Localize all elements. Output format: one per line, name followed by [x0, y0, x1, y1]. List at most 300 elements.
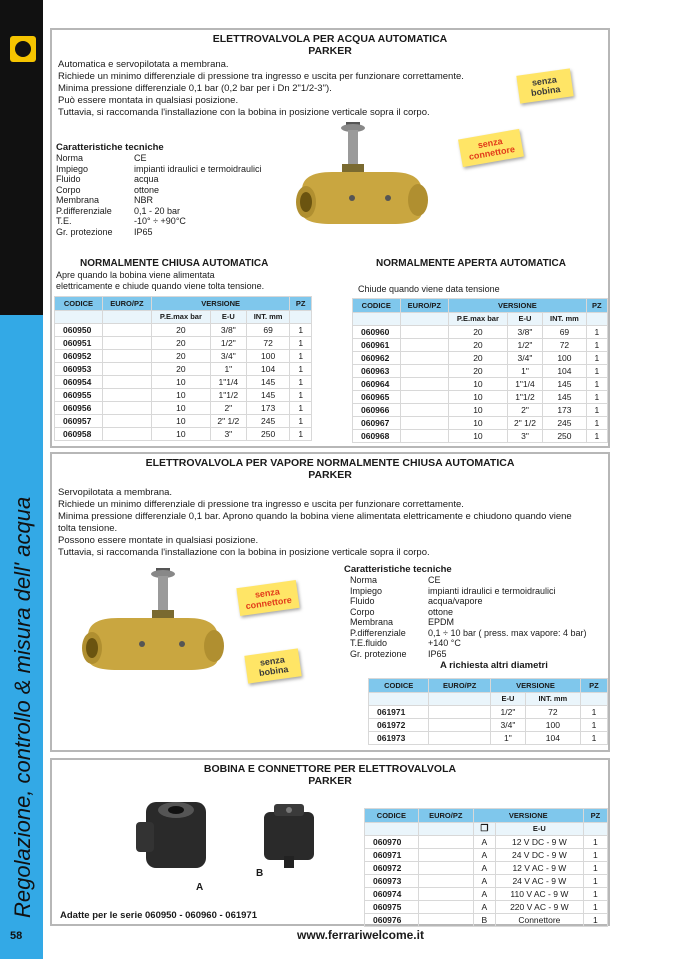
col-versione: VERSIONE	[151, 297, 290, 311]
cell-codice: 060964	[353, 377, 401, 390]
title-line-1: ELETTROVALVOLA PER ACQUA AUTOMATICA	[212, 33, 448, 45]
table-row	[369, 731, 608, 744]
cell-euro	[102, 349, 151, 362]
table-row	[353, 416, 608, 429]
spec-value: EPDM	[428, 617, 455, 627]
cell-int: 104	[246, 362, 290, 375]
spec-key: Corpo	[56, 184, 81, 195]
col-int: INT. mm	[246, 311, 290, 324]
cell-pz: 1	[583, 913, 607, 926]
na-table	[352, 298, 608, 443]
cell-pemax: 20	[449, 364, 508, 377]
cell-euro	[400, 325, 449, 338]
cell-euro	[418, 874, 473, 887]
note-text: senza connettore	[468, 135, 516, 162]
section-title	[52, 763, 608, 787]
col-eu: E-U	[507, 313, 543, 326]
table-row	[55, 414, 312, 427]
cell-pemax: 20	[449, 351, 508, 364]
cell-codice: 060960	[353, 325, 401, 338]
col-pz: PZ	[580, 679, 607, 693]
compatibility-note: Adatte per le serie 060950 - 060960 - 061971	[60, 910, 257, 921]
cell-pemax: 10	[151, 414, 210, 427]
cell-int: 104	[525, 731, 580, 744]
coil-image	[132, 792, 218, 876]
cell-eu: 220 V AC - 9 W	[495, 900, 583, 913]
note-text: senza bobina	[258, 654, 289, 678]
cell-codice: 060952	[55, 349, 103, 362]
desc-line: Minima pressione differenziale 0,1 bar (0,2 bar per i Dn 2"1/2-3").	[58, 83, 332, 94]
cell-codice: 060971	[365, 848, 419, 861]
title-line-2: PARKER	[308, 45, 352, 57]
na-desc-line: Chiude quando viene data tensione	[358, 284, 500, 294]
cell-eu: 24 V AC - 9 W	[495, 874, 583, 887]
col-empty	[290, 311, 312, 324]
cell-codice: 060951	[55, 336, 103, 349]
cell-euro	[418, 900, 473, 913]
cell-euro	[102, 388, 151, 401]
spec-key: Fluido	[56, 174, 81, 184]
cell-pemax: 20	[151, 336, 210, 349]
spec-value: acqua/vapore	[428, 596, 483, 606]
steam-table-body	[369, 705, 608, 744]
desc-line: Richiede un minimo differenziale di pressione tra ingresso e uscita per funzionare correttamente.	[58, 499, 464, 510]
cell-int: 100	[543, 351, 586, 364]
cell-int: 173	[543, 403, 586, 416]
cell-codice: 060970	[365, 835, 419, 848]
spec-row	[350, 628, 606, 639]
connector-image	[256, 800, 326, 870]
cell-codice: 060967	[353, 416, 401, 429]
table-row	[365, 900, 608, 913]
spec-value: NBR	[134, 195, 154, 205]
cell-type: A	[473, 887, 495, 900]
col-codice: CODICE	[369, 679, 429, 693]
cell-int: 72	[525, 705, 580, 718]
cell-euro	[400, 364, 449, 377]
cell-pemax: 10	[151, 375, 210, 388]
cell-int: 145	[543, 377, 586, 390]
specs-title: Caratteristiche tecniche	[344, 564, 452, 575]
spec-key: Norma	[350, 575, 378, 585]
cell-euro	[400, 390, 449, 403]
spec-row	[56, 164, 296, 175]
section-title	[52, 33, 608, 57]
desc-line: Minima pressione differenziale 0,1 bar. Aprono quando la bobina viene alimentata elettricamente e chiudono quando viene	[58, 511, 572, 522]
spec-value: CE	[134, 153, 147, 163]
desc-line: Automatica e servopilotata a membrana.	[58, 59, 229, 70]
spec-row	[56, 216, 296, 227]
nc-desc-line: Apre quando la bobina viene alimentata	[56, 270, 215, 280]
spec-value: 0,1 ÷ 10 bar ( press. max vapore: 4 bar)	[428, 627, 587, 638]
cell-pemax: 10	[449, 403, 508, 416]
table-row	[55, 388, 312, 401]
desc-line: Tuttavia, si raccomanda l'installazione con la bobina in posizione verticale sopra il corpo.	[58, 547, 430, 558]
cell-int: 72	[543, 338, 586, 351]
coil-table-body	[365, 835, 608, 926]
water-valve-section	[50, 28, 610, 448]
cell-codice: 060955	[55, 388, 103, 401]
col-empty	[353, 313, 401, 326]
spec-value: IP65	[134, 226, 153, 237]
cell-euro	[429, 731, 491, 744]
cell-eu: 3/4"	[210, 349, 246, 362]
cell-pz: 1	[586, 416, 607, 429]
cell-pz: 1	[290, 414, 312, 427]
specs-list	[344, 575, 606, 659]
cell-pz: 1	[583, 861, 607, 874]
cell-eu: 1/2"	[507, 338, 543, 351]
nc-desc-line: elettricamente e chiude quando viene tolta tensione.	[56, 281, 265, 291]
spec-key: Fluido	[350, 596, 375, 606]
table-row	[365, 848, 608, 861]
title-line-2: PARKER	[308, 469, 352, 481]
cell-euro	[429, 718, 491, 731]
cell-int: 100	[525, 718, 580, 731]
cell-pz: 1	[290, 401, 312, 414]
spec-key: Membrana	[350, 617, 394, 627]
cell-type: A	[473, 848, 495, 861]
cell-pz: 1	[586, 364, 607, 377]
cell-codice: 060965	[353, 390, 401, 403]
valve-image	[292, 120, 442, 230]
col-euro: EURO/PZ	[102, 297, 151, 311]
spec-value: impianti idraulici e termoidraulici	[428, 585, 556, 596]
col-pz: PZ	[583, 809, 607, 823]
desc-line: Richiede un minimo differenziale di pressione tra ingresso e uscita per funzionare correttamente.	[58, 71, 464, 82]
cell-int: 145	[246, 388, 290, 401]
cell-pz: 1	[586, 390, 607, 403]
cell-pemax: 20	[151, 323, 210, 336]
cell-codice: 060958	[55, 427, 103, 440]
cell-codice: 060966	[353, 403, 401, 416]
table-row	[55, 427, 312, 440]
spec-value: ottone	[134, 184, 160, 195]
footer-url[interactable]: www.ferrariwelcome.it	[297, 928, 424, 942]
cell-pz: 1	[580, 731, 607, 744]
cell-eu: 2" 1/2	[507, 416, 543, 429]
cell-pz: 1	[580, 718, 607, 731]
cell-euro	[102, 362, 151, 375]
cell-int: 145	[543, 390, 586, 403]
cell-eu: 24 V DC - 9 W	[495, 848, 583, 861]
cell-int: 69	[543, 325, 586, 338]
desc-line: Può essere montata in qualsiasi posizione.	[58, 95, 239, 106]
cell-type: A	[473, 874, 495, 887]
spec-key: P.differenziale	[56, 205, 112, 216]
cell-euro	[102, 414, 151, 427]
cell-euro	[102, 401, 151, 414]
cell-pz: 1	[290, 362, 312, 375]
spec-row	[350, 575, 606, 586]
spec-key: Gr. protezione	[56, 226, 113, 237]
spec-key: Membrana	[56, 195, 100, 205]
specs-title: Caratteristiche tecniche	[56, 142, 164, 153]
cell-codice: 061972	[369, 718, 429, 731]
col-empty	[586, 313, 607, 326]
spec-row	[350, 649, 606, 660]
spec-key: T.E.fluido	[350, 638, 388, 648]
cell-eu: 12 V AC - 9 W	[495, 861, 583, 874]
col-empty	[55, 311, 103, 324]
spec-value: impianti idraulici e termoidraulici	[134, 163, 262, 174]
cell-codice: 060961	[353, 338, 401, 351]
spec-key: Norma	[56, 153, 84, 163]
cell-eu: 12 V DC - 9 W	[495, 835, 583, 848]
nc-table	[54, 296, 312, 441]
table-row	[369, 705, 608, 718]
col-int: INT. mm	[525, 693, 580, 706]
spec-row	[350, 607, 606, 618]
copy-icon: ❐	[473, 823, 495, 836]
cell-codice: 061973	[369, 731, 429, 744]
col-empty	[418, 823, 473, 836]
cell-eu: 3/8"	[210, 323, 246, 336]
cell-pemax: 10	[449, 390, 508, 403]
label-a: A	[196, 882, 204, 893]
cell-pemax: 10	[449, 416, 508, 429]
cell-codice: 061971	[369, 705, 429, 718]
cell-codice: 060976	[365, 913, 419, 926]
cell-codice: 060957	[55, 414, 103, 427]
cell-pz: 1	[586, 338, 607, 351]
steam-valve-section	[50, 452, 610, 752]
category-label	[2, 0, 40, 168]
note-no-coil	[244, 648, 301, 683]
desc-line: Tuttavia, si raccomanda l'installazione con la bobina in posizione verticale sopra il corpo.	[58, 107, 430, 118]
spec-row	[56, 153, 296, 164]
col-empty	[102, 311, 151, 324]
cell-eu: 1/2"	[210, 336, 246, 349]
cell-type: B	[473, 913, 495, 926]
col-versione: VERSIONE	[473, 809, 583, 823]
na-desc	[358, 284, 608, 295]
cell-int: 100	[246, 349, 290, 362]
spec-key: Gr. protezione	[350, 648, 407, 659]
cell-pz: 1	[290, 336, 312, 349]
col-empty	[400, 313, 449, 326]
cell-pz: 1	[583, 835, 607, 848]
nc-table-body	[55, 323, 312, 440]
cell-euro	[102, 427, 151, 440]
col-pz: PZ	[290, 297, 312, 311]
specs-list	[56, 153, 296, 237]
col-empty	[369, 693, 429, 706]
table-row	[55, 323, 312, 336]
cell-pemax: 10	[151, 427, 210, 440]
cell-codice: 060954	[55, 375, 103, 388]
col-codice: CODICE	[353, 299, 401, 313]
col-empty	[583, 823, 607, 836]
cell-pz: 1	[583, 887, 607, 900]
cell-type: A	[473, 835, 495, 848]
desc-line: Servopilotata a membrana.	[58, 487, 173, 498]
spec-row	[56, 195, 296, 206]
cell-pemax: 20	[449, 338, 508, 351]
cell-pz: 1	[586, 351, 607, 364]
spec-value: ottone	[428, 606, 454, 617]
table-row	[365, 861, 608, 874]
col-empty	[365, 823, 419, 836]
spec-value: 0,1 - 20 bar	[134, 205, 181, 216]
cell-codice: 060962	[353, 351, 401, 364]
cell-codice: 060953	[55, 362, 103, 375]
cell-eu: 2"	[210, 401, 246, 414]
cell-euro	[400, 429, 449, 442]
extra-diameters-title: A richiesta altri diametri	[440, 660, 548, 671]
spec-row	[56, 185, 296, 196]
cell-pz: 1	[583, 848, 607, 861]
specs-block	[344, 564, 606, 659]
spec-key: Corpo	[350, 606, 375, 617]
col-empty	[429, 693, 491, 706]
side-caption: Regolazione, controllo & misura dell' acqua	[10, 496, 35, 918]
coil-table	[364, 808, 608, 927]
title-line-2: PARKER	[308, 775, 352, 787]
description	[52, 487, 608, 559]
cell-pz: 1	[583, 900, 607, 913]
spec-value: IP65	[428, 648, 447, 659]
table-row	[353, 403, 608, 416]
cell-int: 245	[246, 414, 290, 427]
cell-type: A	[473, 861, 495, 874]
cell-pz: 1	[290, 427, 312, 440]
cell-type: A	[473, 900, 495, 913]
na-title: NORMALMENTE APERTA AUTOMATICA	[376, 258, 566, 269]
cell-eu: 110 V AC - 9 W	[495, 887, 583, 900]
cell-codice: 060973	[365, 874, 419, 887]
cell-pz: 1	[586, 429, 607, 442]
cell-int: 69	[246, 323, 290, 336]
steam-valve-image	[78, 566, 228, 676]
table-row	[353, 351, 608, 364]
spec-row	[56, 174, 296, 185]
cell-euro	[400, 416, 449, 429]
cell-int: 245	[543, 416, 586, 429]
cell-pemax: 10	[151, 388, 210, 401]
cell-pz: 1	[586, 325, 607, 338]
col-eu: E-U	[210, 311, 246, 324]
spec-row	[56, 227, 296, 238]
cell-codice: 060956	[55, 401, 103, 414]
section-title	[52, 457, 608, 481]
col-eu: E-U	[491, 693, 526, 706]
cell-pemax: 20	[151, 362, 210, 375]
cell-pemax: 10	[449, 377, 508, 390]
note-text: senza connettore	[244, 586, 293, 612]
cell-euro	[102, 336, 151, 349]
cell-eu: 1"	[507, 364, 543, 377]
cell-pz: 1	[290, 349, 312, 362]
desc-line: Possono essere montate in qualsiasi posizione.	[58, 535, 259, 546]
table-row	[365, 887, 608, 900]
title-line-1: ELETTROVALVOLA PER VAPORE NORMALMENTE CHIUSA AUTOMATICA	[145, 457, 515, 469]
cell-int: 250	[543, 429, 586, 442]
spec-row	[350, 596, 606, 607]
table-row	[55, 375, 312, 388]
specs-block	[56, 142, 296, 237]
table-row	[353, 390, 608, 403]
cell-codice: 060972	[365, 861, 419, 874]
spec-key: Impiego	[350, 585, 383, 596]
cell-euro	[102, 375, 151, 388]
table-row	[353, 377, 608, 390]
cell-euro	[400, 377, 449, 390]
cell-eu: 3/4"	[507, 351, 543, 364]
note-text: senza bobina	[530, 74, 561, 98]
label-b: B	[256, 868, 264, 879]
spec-row	[350, 638, 606, 649]
cell-eu: 3"	[210, 427, 246, 440]
col-codice: CODICE	[55, 297, 103, 311]
cell-eu: 2" 1/2	[210, 414, 246, 427]
cell-pz: 1	[290, 375, 312, 388]
col-versione: VERSIONE	[491, 679, 581, 693]
table-row	[55, 362, 312, 375]
spec-key: T.E.	[56, 216, 72, 226]
cell-euro	[418, 913, 473, 926]
cell-eu: Connettore	[495, 913, 583, 926]
title-line-1: BOBINA E CONNETTORE PER ELETTROVALVOLA	[203, 763, 457, 775]
table-row	[55, 336, 312, 349]
spec-row	[56, 206, 296, 217]
note-no-connector	[458, 129, 524, 167]
cell-eu: 1"	[210, 362, 246, 375]
cell-int: 72	[246, 336, 290, 349]
col-codice: CODICE	[365, 809, 419, 823]
table-row	[365, 835, 608, 848]
spec-key: P.differenziale	[350, 627, 406, 638]
coil-connector-section	[50, 758, 610, 926]
table-row	[55, 401, 312, 414]
table-row	[353, 429, 608, 442]
cell-pemax: 20	[449, 325, 508, 338]
col-euro: EURO/PZ	[418, 809, 473, 823]
cell-int: 173	[246, 401, 290, 414]
cell-pz: 1	[583, 874, 607, 887]
cell-pz: 1	[586, 403, 607, 416]
cell-euro	[429, 705, 491, 718]
spec-value: +140 °C	[428, 638, 461, 648]
table-row	[55, 349, 312, 362]
table-row	[353, 364, 608, 377]
col-versione: VERSIONE	[449, 299, 586, 313]
col-int: INT. mm	[543, 313, 586, 326]
cell-pemax: 10	[151, 401, 210, 414]
cell-eu: 1"1/2	[210, 388, 246, 401]
nc-desc	[56, 270, 316, 292]
cell-pemax: 10	[449, 429, 508, 442]
note-no-connector	[236, 580, 299, 616]
cell-eu: 1"1/4	[507, 377, 543, 390]
cell-eu: 1"1/2	[507, 390, 543, 403]
cell-codice: 060974	[365, 887, 419, 900]
cell-eu: 1"	[491, 731, 526, 744]
table-row	[365, 913, 608, 926]
cell-euro	[102, 323, 151, 336]
col-pz: PZ	[586, 299, 607, 313]
col-eu: E-U	[495, 823, 583, 836]
cell-codice: 060950	[55, 323, 103, 336]
table-row	[369, 718, 608, 731]
spec-value: -10° ÷ +90°C	[134, 216, 186, 226]
cell-eu: 1"1/4	[210, 375, 246, 388]
col-euro: EURO/PZ	[429, 679, 491, 693]
cell-eu: 2"	[507, 403, 543, 416]
spec-value: acqua	[134, 174, 159, 184]
na-table-body	[353, 325, 608, 442]
cell-euro	[400, 338, 449, 351]
